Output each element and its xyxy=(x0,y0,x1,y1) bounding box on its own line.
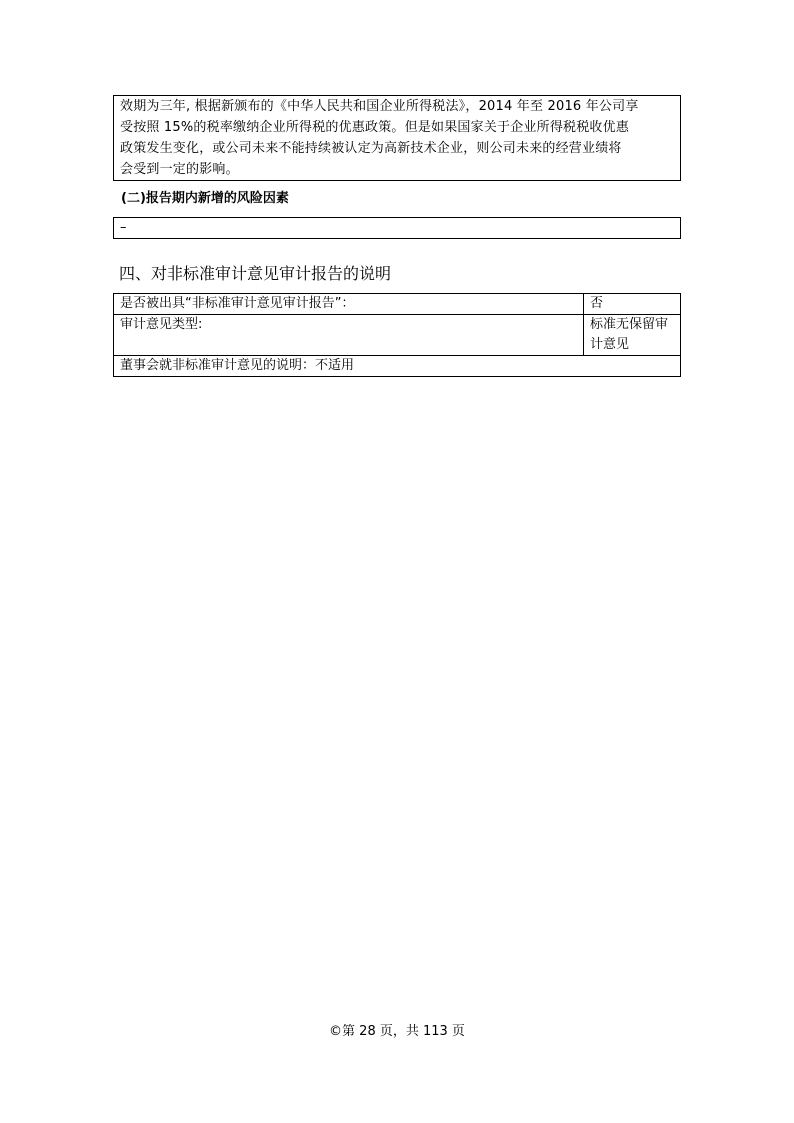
risk-paragraph-box xyxy=(113,95,681,181)
new-risks-heading: (二)报告期内新增的风险因素 xyxy=(121,191,289,206)
table-row xyxy=(114,294,681,315)
table-row xyxy=(114,315,681,356)
risk-paragraph-line: 会受到一定的影响。 xyxy=(120,162,239,177)
opinion-type-value: 标准无保留审计意见 xyxy=(584,315,681,356)
new-risks-box xyxy=(113,217,681,239)
new-risks-content: – xyxy=(120,220,127,235)
non-standard-question-label: 是否被出具“非标准审计意见审计报告”： xyxy=(114,294,584,315)
opinion-type-label: 审计意见类型: xyxy=(114,315,584,356)
table-row xyxy=(114,356,681,377)
board-note: 董事会就非标准审计意见的说明：不适用 xyxy=(114,356,681,377)
risk-paragraph-line: 效期为三年, 根据新颁布的《中华人民共和国企业所得税法》，2014 年至 2016 年公司享 xyxy=(120,99,639,114)
non-standard-answer: 否 xyxy=(584,294,681,315)
risk-paragraph-line: 受按照 15%的税率缴纳企业所得税的优惠政策。但是如果国家关于企业所得税税收优惠 xyxy=(120,120,630,135)
page-footer: ©第 28 页，共 113 页 xyxy=(329,1024,465,1039)
audit-section-heading: 四、对非标准审计意见审计报告的说明 xyxy=(119,264,392,283)
risk-paragraph-line: 政策发生变化，或公司未来不能持续被认定为高新技术企业，则公司未来的经营业绩将 xyxy=(120,141,622,156)
audit-opinion-table xyxy=(113,293,681,377)
